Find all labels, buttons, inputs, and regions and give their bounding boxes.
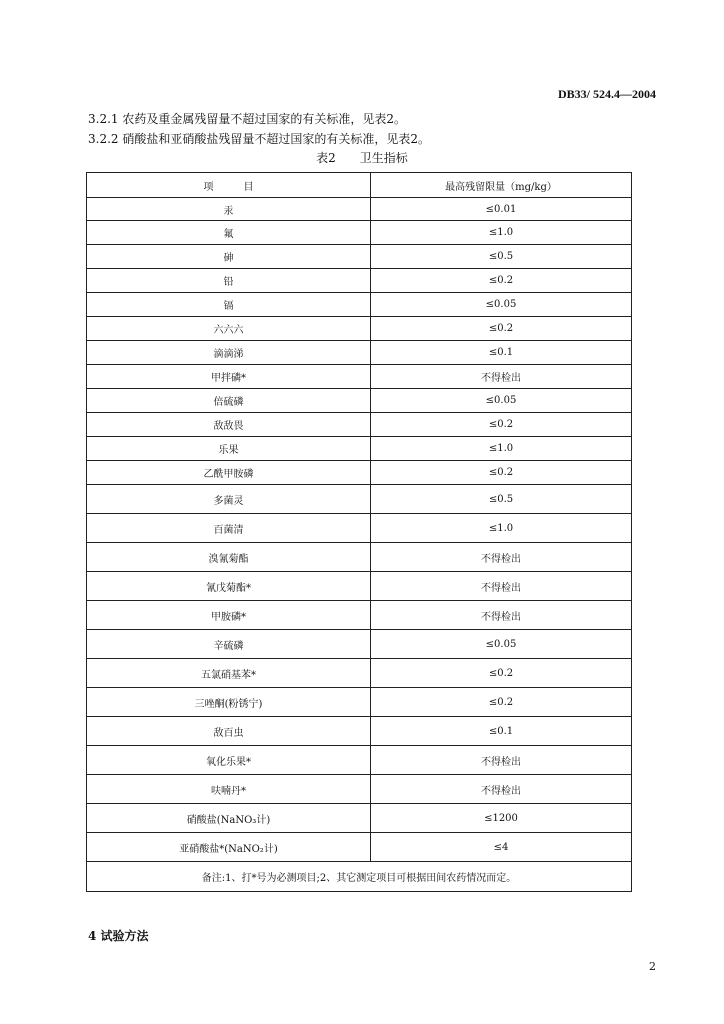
table-row bbox=[87, 659, 632, 688]
item-cell: 三唑酮(粉锈宁) bbox=[87, 688, 371, 717]
limit-cell: ≤1200 bbox=[371, 804, 632, 833]
table-row bbox=[87, 221, 632, 245]
table-note-row bbox=[87, 862, 632, 892]
table-row bbox=[87, 461, 632, 485]
limit-cell: 不得检出 bbox=[371, 365, 632, 389]
item-cell: 敌敌畏 bbox=[87, 413, 371, 437]
item-cell: 滴滴涕 bbox=[87, 341, 371, 365]
table-note: 备注:1、打*号为必测项目;2、其它测定项目可根据田间农药情况而定。 bbox=[87, 862, 632, 892]
item-cell: 镉 bbox=[87, 293, 371, 317]
limit-cell: ≤0.5 bbox=[371, 245, 632, 269]
limit-cell: 不得检出 bbox=[371, 543, 632, 572]
table-row bbox=[87, 804, 632, 833]
table-row bbox=[87, 389, 632, 413]
table-row bbox=[87, 198, 632, 221]
limit-cell: ≤0.2 bbox=[371, 269, 632, 293]
item-cell: 倍硫磷 bbox=[87, 389, 371, 413]
limit-cell: ≤0.2 bbox=[371, 461, 632, 485]
table-row bbox=[87, 413, 632, 437]
table-row bbox=[87, 437, 632, 461]
limit-cell: ≤0.05 bbox=[371, 293, 632, 317]
limit-cell: ≤4 bbox=[371, 833, 632, 862]
item-cell: 铅 bbox=[87, 269, 371, 293]
table-row bbox=[87, 269, 632, 293]
table-caption: 表2 卫生指标 bbox=[316, 151, 408, 165]
item-cell: 敌百虫 bbox=[87, 717, 371, 746]
item-cell: 砷 bbox=[87, 245, 371, 269]
table-row bbox=[87, 746, 632, 775]
table-row bbox=[87, 572, 632, 601]
table-row bbox=[87, 365, 632, 389]
table-row bbox=[87, 688, 632, 717]
item-cell: 五氯硝基苯* bbox=[87, 659, 371, 688]
item-cell: 甲胺磷* bbox=[87, 601, 371, 630]
table-row bbox=[87, 543, 632, 572]
item-cell: 六六六 bbox=[87, 317, 371, 341]
table-row bbox=[87, 485, 632, 514]
clause-3-2-1: 3.2.1 农药及重金属残留量不超过国家的有关标准，见表2。 bbox=[88, 112, 406, 126]
item-cell: 氰戊菊酯* bbox=[87, 572, 371, 601]
limit-cell: ≤0.01 bbox=[371, 198, 632, 221]
limit-cell: ≤0.2 bbox=[371, 317, 632, 341]
limit-cell: ≤0.05 bbox=[371, 630, 632, 659]
section-heading: 4 试验方法 bbox=[88, 929, 149, 943]
item-cell: 呋喃丹* bbox=[87, 775, 371, 804]
limit-cell: ≤1.0 bbox=[371, 514, 632, 543]
limit-cell: ≤0.2 bbox=[371, 659, 632, 688]
item-cell: 汞 bbox=[87, 198, 371, 221]
clause-3-2-2: 3.2.2 硝酸盐和亚硝酸盐残留量不超过国家的有关标准，见表2。 bbox=[88, 132, 430, 146]
item-cell: 乙酰甲胺磷 bbox=[87, 461, 371, 485]
table-body bbox=[87, 198, 632, 862]
table-row bbox=[87, 245, 632, 269]
hygiene-index-table bbox=[86, 172, 632, 892]
item-cell: 硝酸盐(NaNO₃计) bbox=[87, 804, 371, 833]
item-cell: 百菌清 bbox=[87, 514, 371, 543]
limit-cell: 不得检出 bbox=[371, 572, 632, 601]
table-row bbox=[87, 775, 632, 804]
limit-cell: ≤1.0 bbox=[371, 437, 632, 461]
standard-code: DB33/ 524.4—2004 bbox=[557, 87, 656, 101]
limit-cell: ≤0.1 bbox=[371, 717, 632, 746]
table-header-row bbox=[87, 173, 632, 198]
item-cell: 甲拌磷* bbox=[87, 365, 371, 389]
table-row bbox=[87, 293, 632, 317]
limit-cell: ≤0.1 bbox=[371, 341, 632, 365]
limit-cell: ≤0.2 bbox=[371, 413, 632, 437]
table-row bbox=[87, 514, 632, 543]
table-row bbox=[87, 341, 632, 365]
item-cell: 溴氰菊酯 bbox=[87, 543, 371, 572]
item-cell: 乐果 bbox=[87, 437, 371, 461]
item-cell: 多菌灵 bbox=[87, 485, 371, 514]
page-number: 2 bbox=[649, 960, 656, 973]
item-cell: 辛硫磷 bbox=[87, 630, 371, 659]
limit-cell: ≤0.5 bbox=[371, 485, 632, 514]
limit-cell: ≤0.05 bbox=[371, 389, 632, 413]
limit-cell: 不得检出 bbox=[371, 746, 632, 775]
column-header-item: 项 目 bbox=[87, 173, 371, 198]
table-row bbox=[87, 630, 632, 659]
item-cell: 氟 bbox=[87, 221, 371, 245]
limit-cell: ≤0.2 bbox=[371, 688, 632, 717]
table-row bbox=[87, 717, 632, 746]
table-row bbox=[87, 317, 632, 341]
item-cell: 亚硝酸盐*(NaNO₂计) bbox=[87, 833, 371, 862]
item-cell: 氧化乐果* bbox=[87, 746, 371, 775]
limit-cell: 不得检出 bbox=[371, 775, 632, 804]
column-header-limit: 最高残留限量（mg/kg） bbox=[371, 173, 632, 198]
table-row bbox=[87, 833, 632, 862]
limit-cell: 不得检出 bbox=[371, 601, 632, 630]
limit-cell: ≤1.0 bbox=[371, 221, 632, 245]
table-row bbox=[87, 601, 632, 630]
